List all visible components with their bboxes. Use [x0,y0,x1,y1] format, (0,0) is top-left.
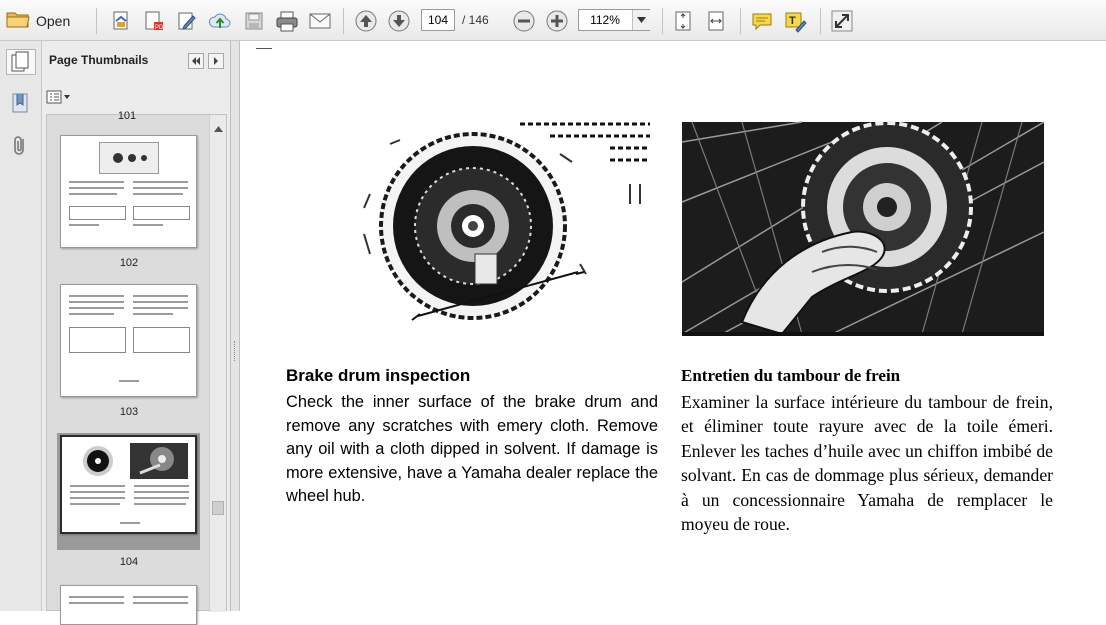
thumbnail-text-line [133,596,188,598]
scrollbar-thumb[interactable] [212,501,224,515]
thumbnail-label: 102 [119,257,139,269]
pane-splitter[interactable] [231,41,240,611]
bookmark-icon[interactable] [9,91,31,117]
body-text-fr: Examiner la surface intérieure du tambour de frein, et éliminer toute rayure avec de la toile émeri. Enlever les taches d’huile avec un chiffon imbibé de solvant. En cas de dommage plus sérieux, demander à un concessionnaire Yamaha de remplacer le moyeu de roue. [681,392,1053,535]
fit-page-icon[interactable] [670,6,696,36]
main-toolbar [0,0,1106,41]
thumbnail-scrollbar[interactable] [209,115,226,612]
email-icon[interactable] [306,6,334,36]
fit-width-icon[interactable] [703,6,729,36]
thumbnail-text-line [69,313,114,315]
toolbar-separator [820,8,821,34]
thumbnail-table [133,327,190,353]
toolbar-separator [740,8,741,34]
heading-en: Brake drum inspection [286,366,471,385]
open-folder-icon [6,9,30,34]
comment-icon[interactable] [749,6,775,36]
thumbnail-text-line [69,193,117,195]
page-number-input[interactable]: 104 [421,9,455,31]
toolbar-separator [343,8,344,34]
thumbnail-text-line [69,295,124,297]
thumbnail-table [69,327,126,353]
brake-drum-photo [350,114,656,338]
document-view[interactable] [240,41,1106,611]
thumbnail-text-line [133,224,163,226]
page-thumbnails-icon[interactable] [6,49,36,75]
export-pdf-icon[interactable] [141,6,167,36]
thumbnail-text-line [133,193,183,195]
thumbnail-image [130,443,188,479]
body-text-en: Check the inner surface of the brake drum and remove any scratches with emery cloth. Remove any oil with a cloth dipped in solvent. If damage is more extensive, have a Yamaha dealer replace the wheel hub. [286,393,658,506]
scroll-up-icon[interactable] [214,119,223,137]
thumbnail-text-line [134,497,189,499]
thumbnail-options-icon[interactable] [46,88,72,106]
thumbnail-text-line [134,503,186,505]
thumbnail-text-line [69,602,124,604]
thumbnail-text-line [69,307,124,309]
page-total-label: / 146 [462,13,489,27]
zoom-in-icon[interactable] [544,6,570,36]
thumbnail-text-line [69,301,124,303]
thumbnail-text-line [69,224,99,226]
thumbnail-text-line [134,485,189,487]
create-pdf-icon[interactable] [108,6,134,36]
save-icon[interactable] [241,6,267,36]
splitter-grip [234,341,237,361]
panel-title: Page Thumbnails [49,53,149,67]
thumbnail-text-line [69,181,124,183]
thumbnail-label: 103 [119,406,139,418]
hand-drum-photo [682,122,1044,334]
print-icon[interactable] [273,6,301,36]
page-up-icon[interactable] [353,6,379,36]
thumbnail-text-line [120,522,140,524]
attachment-icon[interactable] [9,133,31,159]
navigation-pane-bar [0,41,42,611]
svg-text:PDF: PDF [155,25,167,31]
thumbnail-text-line [70,497,125,499]
heading-fr: Entretien du tambour de frein [681,366,901,385]
collapse-panel-icon[interactable] [188,53,204,69]
thumbnail-text-line [70,503,120,505]
toolbar-separator [96,8,97,34]
thumbnail-page-103[interactable] [60,284,197,397]
thumbnail-text-line [70,485,125,487]
thumbnail-text-line [69,596,124,598]
upload-icon[interactable] [207,6,233,36]
thumbnail-image [99,142,159,174]
edit-icon[interactable] [174,6,200,36]
open-label: Open [36,13,71,29]
thumbnail-text-line [133,313,173,315]
thumbnail-box [133,206,190,220]
thumbnail-text-line [133,187,188,189]
expand-panel-icon[interactable] [208,53,224,69]
thumbnail-text-line [133,602,188,604]
zoom-out-icon[interactable] [511,6,537,36]
thumbnail-page-105[interactable] [60,585,197,625]
zoom-value: 112% [590,13,620,27]
thumbnail-text-line [133,181,188,183]
open-button[interactable] [6,6,80,36]
expand-icon[interactable] [829,6,855,36]
thumbnail-text-line [69,187,124,189]
thumbnail-text-line [133,307,188,309]
thumbnail-text-line [119,380,139,382]
thumbnail-text-line [70,491,125,493]
highlight-icon[interactable] [782,6,808,36]
zoom-select[interactable] [578,9,650,31]
thumbnail-image [76,443,122,479]
thumbnail-list[interactable] [46,110,227,611]
svg-text:T: T [789,15,796,27]
thumbnail-text-line [133,301,188,303]
toolbar-separator [662,8,663,34]
thumbnail-text-line [134,491,189,493]
page-down-icon[interactable] [386,6,412,36]
thumbnail-text-line [133,295,188,297]
thumbnail-box [69,206,126,220]
thumbnails-panel [42,41,231,611]
chevron-down-icon[interactable] [632,10,650,30]
thumbnail-label: 104 [119,556,139,568]
page-header-mark [256,48,272,49]
thumbnail-label: 101 [117,110,137,122]
thumbnail-page-104[interactable] [60,435,197,534]
thumbnail-page-102[interactable] [60,135,197,248]
